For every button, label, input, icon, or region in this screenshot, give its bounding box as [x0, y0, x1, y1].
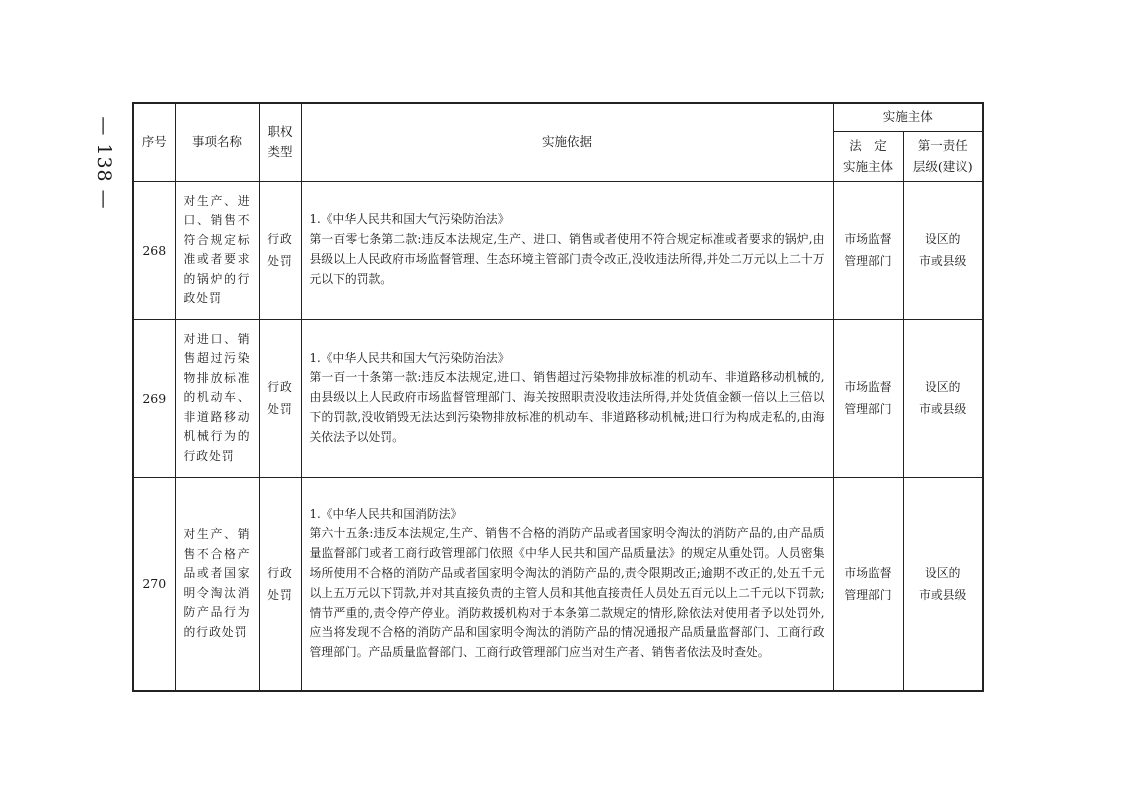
legal-subject: 市场监督 管理部门 — [833, 477, 903, 691]
basis-law-title: 1.《中华人民共和国大气污染防治法》 — [309, 212, 510, 227]
legal-basis — [301, 477, 833, 691]
power-type: 行政 处罚 — [259, 181, 301, 319]
col-header-basis: 实施依据 — [301, 103, 833, 181]
row-number: 270 — [133, 477, 175, 691]
row-number: 269 — [133, 319, 175, 477]
table-row — [133, 477, 983, 691]
col-header-name: 事项名称 — [175, 103, 259, 181]
table-row — [133, 181, 983, 319]
col-header-legal-subject: 法 定 实施主体 — [833, 131, 903, 181]
basis-law-title: 1.《中华人民共和国消防法》 — [309, 506, 463, 521]
col-header-level: 第一责任 层级(建议) — [903, 131, 983, 181]
responsibility-level: 设区的 市或县级 — [903, 181, 983, 319]
responsibility-level: 设区的 市或县级 — [903, 477, 983, 691]
row-number: 268 — [133, 181, 175, 319]
basis-article-text: 第六十五条:违反本法规定,生产、销售不合格的消防产品或者国家明令淘汰的消防产品的,由产品质量监督部门或者工商行政管理部门依照《中华人民共和国产品质量法》的规定从重处罚。人员密集场所使用不合格的消防产品或者国家明令淘汰的消防产品的,责令限期改正;逾期不改正的,处五千元以上五万元以下罚款,并对其直接负责的主管人员和其他直接责任人员处五百元以上二千元以下罚款;情节严重的,责令停产停业。消防救援机构对于本条第二款规定的情形,除依法对使用者予以处罚外,应当将发现不合格的消防产品和国家明令淘汰的消防产品的情况通报产品质量监督部门、工商行政管理部门。产品质量监督部门、工商行政管理部门应当对生产者、销售者依法及时查处。 — [309, 526, 825, 660]
col-header-no: 序号 — [133, 103, 175, 181]
table-row — [133, 319, 983, 477]
matter-name: 对进口、销售超过污染物排放标准的机动车、非道路移动机械行为的行政处罚 — [175, 319, 259, 477]
legal-subject: 市场监督 管理部门 — [833, 319, 903, 477]
responsibility-level: 设区的 市或县级 — [903, 319, 983, 477]
power-type: 行政 处罚 — [259, 477, 301, 691]
basis-article-text: 第一百一十条第一款:违反本法规定,进口、销售超过污染物排放标准的机动车、非道路移动机械的,由县级以上人民政府市场监督管理部门、海关按照职责没收违法所得,并处货值金额一倍以上三倍以下的罚款,没收销毁无法达到污染物排放标准的机动车、非道路移动机械;进口行为构成走私的,由海关依法予以处罚。 — [309, 370, 825, 444]
basis-article-text: 第一百零七条第二款:违反本法规定,生产、进口、销售或者使用不符合规定标准或者要求的锅炉,由县级以上人民政府市场监督管理、生态环境主管部门责令改正,没收违法所得,并处二万元以上二十万元以下的罚款。 — [309, 232, 825, 286]
matter-name: 对生产、销售不合格产品或者国家明令淘汰消防产品行为的行政处罚 — [175, 477, 259, 691]
matters-table — [132, 102, 984, 692]
legal-basis — [301, 181, 833, 319]
basis-law-title: 1.《中华人民共和国大气污染防治法》 — [309, 350, 510, 365]
col-header-type: 职权 类型 — [259, 103, 301, 181]
legal-basis — [301, 319, 833, 477]
matter-name: 对生产、进口、销售不符合规定标准或者要求的锅炉的行政处罚 — [175, 181, 259, 319]
col-header-subject-group: 实施主体 — [833, 103, 983, 131]
legal-subject: 市场监督 管理部门 — [833, 181, 903, 319]
page-number: — 138 — — [93, 116, 115, 210]
header-row-top — [133, 103, 983, 131]
power-type: 行政 处罚 — [259, 319, 301, 477]
